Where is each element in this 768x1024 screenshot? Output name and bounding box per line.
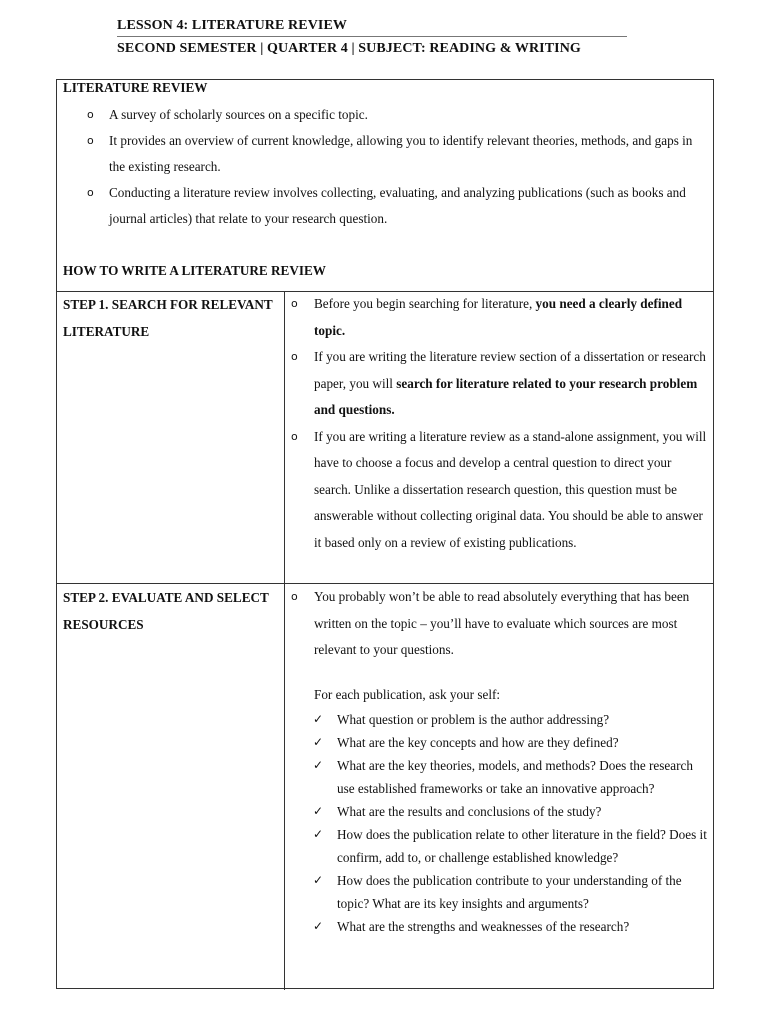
checklist-item: ✓ What question or problem is the author addressing? [285,708,709,731]
step-2-content-cell [285,584,713,990]
checkmark-icon: ✓ [313,712,324,726]
list-item: o If you are writing a literature review as a stand-alone assignment, you will have to choose a focus and develop a central question to direct your search. Unlike a dissertation research question, this question must be answerable without collecting original data. You should be able to answer it based only on a review of existing publications. [285,424,709,557]
checklist-item: ✓ What are the key theories, models, and methods? Does the research use established frameworks or take an innovative approach? [285,754,709,800]
literature-review-heading: LITERATURE REVIEW [63,80,208,95]
document-header [117,16,627,59]
question-checklist [285,708,709,938]
list-item: o Conducting a literature review involves collecting, evaluating, and analyzing publications (such as books and journal articles) that relate to your research question. [57,180,707,232]
list-item: o If you are writing the literature review section of a dissertation or research paper, you will search for literature related to your research problem and questions. [285,344,709,424]
step-1-list [285,291,709,556]
step-1-row [57,291,713,584]
emphasis-text: you need a clearly defined topic. [314,296,683,338]
step-2-list [285,584,709,664]
checkmark-icon: ✓ [313,873,324,887]
intro-section [57,80,713,292]
checklist-item: ✓ What are the key concepts and how are they defined? [285,731,709,754]
hollow-bullet-icon: o [87,108,94,121]
lesson-table [56,79,714,989]
semester-subject-line: SECOND SEMESTER | QUARTER 4 | SUBJECT: READING & WRITING [117,41,581,56]
checklist-item: ✓ What are the results and conclusions of the study? [285,800,709,823]
step-1-label: STEP 1. SEARCH FOR RELEVANT LITERATURE [63,297,273,339]
list-item: o You probably won’t be able to read absolutely everything that has been written on the topic – you’ll have to evaluate which sources are most relevant to your questions. [285,584,709,664]
step-2-label-cell [57,584,285,990]
checkmark-icon: ✓ [313,735,324,749]
emphasis-text: search for literature related to your research problem and questions. [314,375,698,417]
hollow-bullet-icon: o [291,350,298,363]
checkmark-icon: ✓ [313,758,324,772]
checkmark-icon: ✓ [313,827,324,841]
list-item: o It provides an overview of current knowledge, allowing you to identify relevant theories, methods, and gaps in the existing research. [57,128,707,180]
hollow-bullet-icon: o [87,134,94,147]
list-item: o Before you begin searching for literature, you need a clearly defined topic. [285,291,709,344]
lesson-title: LESSON 4: LITERATURE REVIEW [117,16,627,37]
checklist-item: ✓ What are the strengths and weaknesses of the research? [285,915,709,938]
list-item: o A survey of scholarly sources on a specific topic. [57,102,707,128]
ask-intro-text: For each publication, ask your self: [314,687,501,702]
step-2-label: STEP 2. EVALUATE AND SELECT RESOURCES [63,590,269,632]
hollow-bullet-icon: o [291,590,298,603]
step-1-label-cell [57,291,285,583]
hollow-bullet-icon: o [291,429,298,443]
how-to-heading: HOW TO WRITE A LITERATURE REVIEW [63,263,326,278]
checkmark-icon: ✓ [313,804,324,818]
checkmark-icon: ✓ [313,919,324,933]
step-1-content-cell [285,291,713,583]
hollow-bullet-icon: o [291,297,298,310]
step-2-row [57,584,713,990]
checklist-item: ✓ How does the publication contribute to your understanding of the topic? What are its key insights and arguments? [285,869,709,915]
hollow-bullet-icon: o [87,186,94,199]
checklist-item: ✓ How does the publication relate to other literature in the field? Does it confirm, add to, or challenge established knowledge? [285,823,709,869]
definition-list [57,102,707,232]
